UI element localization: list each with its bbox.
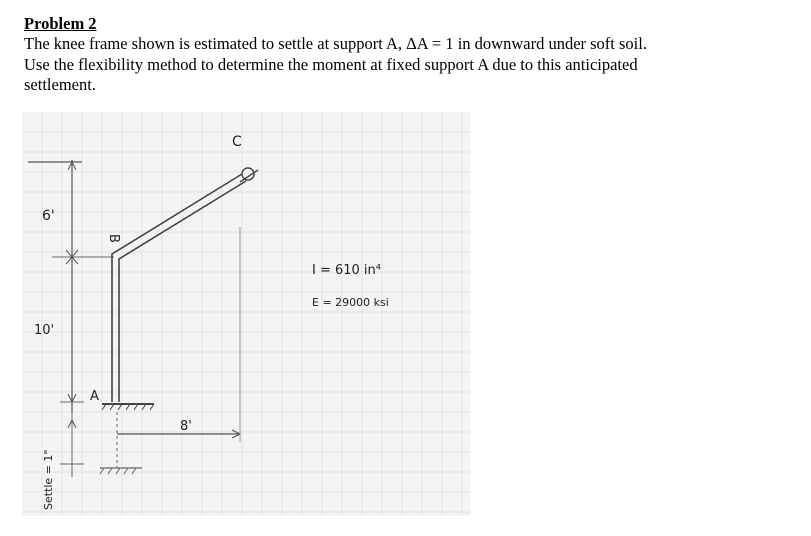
graph-paper <box>22 112 470 516</box>
label-dim-10: 10' <box>34 323 55 338</box>
label-inertia: I = 610 in⁴ <box>312 263 381 278</box>
problem-line-2: Use the flexibility method to determine the moment at fixed support A due to this anticipated <box>24 54 638 74</box>
problem-line-1: The knee frame shown is estimated to settle at support A, ΔA = 1 in downward under soft soil. <box>24 34 647 53</box>
label-modulus: E = 29000 ksi <box>312 296 389 309</box>
frame-sketch <box>22 112 470 516</box>
label-settle: Settle = 1" <box>42 449 55 510</box>
label-b: B <box>106 234 121 243</box>
label-dim-6: 6' <box>42 208 55 224</box>
label-dim-8: 8' <box>180 419 192 434</box>
problem-text <box>24 14 768 96</box>
label-c: C <box>232 134 242 150</box>
label-a: A <box>90 389 99 404</box>
problem-title: Problem 2 <box>24 14 97 33</box>
problem-line-3: settlement. <box>24 75 96 94</box>
